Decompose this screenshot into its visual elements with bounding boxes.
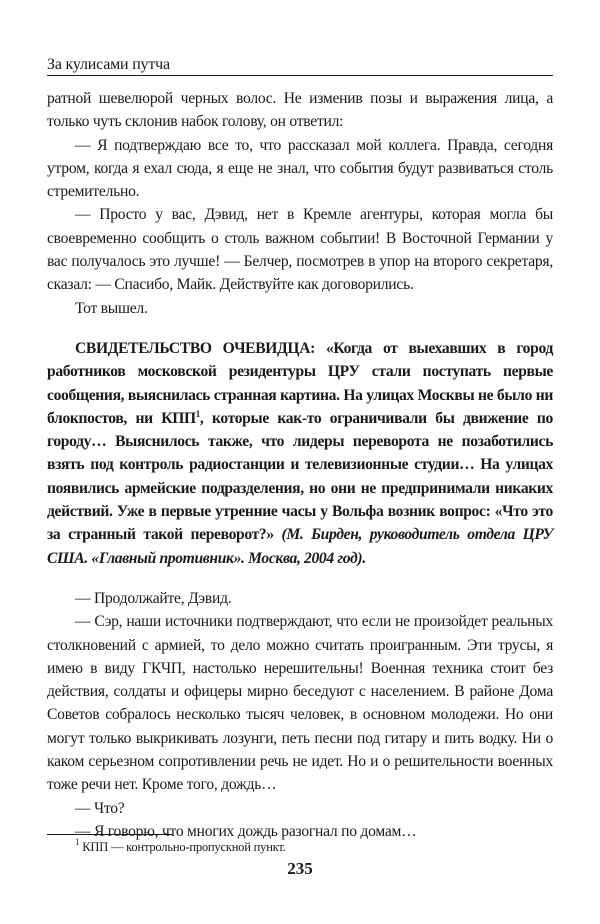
- eyewitness-testimony: [47, 337, 553, 570]
- body-text: [47, 87, 553, 843]
- footnote-rule: [47, 834, 172, 835]
- footnote-marker: 1: [75, 837, 80, 847]
- dialogue-line: — Что?: [75, 799, 125, 817]
- dialogue-line: — Я говорю, что многих дождь разогнал по домам…: [75, 822, 417, 840]
- paragraph: — Я подтверждаю все то, что рассказал мой коллега. Правда, сегодня утром, когда я ехал сюда, я еще не знал, что события будут развиваться столь стремительно.: [47, 136, 553, 201]
- eyewitness-text-continued: , которые как-то ограничивали бы движение по городу… Выяснилось также, что лидеры переворота не позаботились взять под контроль радиостанции и телевизионные студии… На улицах появились армейские подразделения, но они не предпринимали никаких действий. Уже в первые утренние часы у Вольфа возник вопрос: «Что это за странный такой переворот?»: [47, 409, 554, 544]
- paragraph: ратной шевелюрой черных волос. Не изменив позы и выражения лица, а только чуть склонив набок голову, он ответил:: [47, 90, 553, 131]
- footnote: [75, 838, 286, 856]
- footnote-reference: 1: [195, 408, 200, 419]
- footnote-text: КПП — контрольно-пропускной пункт.: [79, 840, 286, 854]
- dialogue-line: — Продолжайте, Дэвид.: [75, 589, 232, 607]
- paragraph: — Просто у вас, Дэвид, нет в Кремле агентуры, которая могла бы своевременно сообщить о столь важном событии! В Восточной Германии у вас получалось это лучше! — Белчер, посмотрев в упор на второго секретаря, сказал: — Спасибо, Майк. Действуйте как договорились.: [47, 206, 553, 294]
- page-number: 235: [287, 859, 313, 878]
- eyewitness-text: СВИДЕТЕЛЬСТВО ОЧЕВИДЦА: «Когда от выехавших в город работников московской резидентуры ЦРУ стали поступать первые сообщения, выяснилась странная картина. На улицах Москвы не было ни блокпостов, ни КПП: [47, 339, 553, 427]
- eyewitness-source: (М. Бирден, руководитель отдела ЦРУ США. «Главный противник». Москва, 2004 год).: [47, 526, 553, 567]
- header-rule: [47, 75, 553, 76]
- paragraph: Тот вышел.: [75, 299, 148, 317]
- running-head: За кулисами путча: [47, 56, 170, 73]
- dialogue-line: — Сэр, наши источники подтверждают, что если не произойдет реальных столкновений с армией, то дело можно считать проигранным. Эти трусы, я имею в виду ГКЧП, настолько нерешительны! Военная техника стоит без действия, солдаты и офицеры мирно беседуют с населением. В районе Дома Советов собралось несколько тысяч человек, в основном молодежи. Но они могут только выкрикивать лозунги, петь песни под гитару и пить водку. Ни о каком серьезном сопротивлении речь не идет. Но и о решительности военных тоже речи нет. Кроме того, дождь…: [47, 613, 553, 794]
